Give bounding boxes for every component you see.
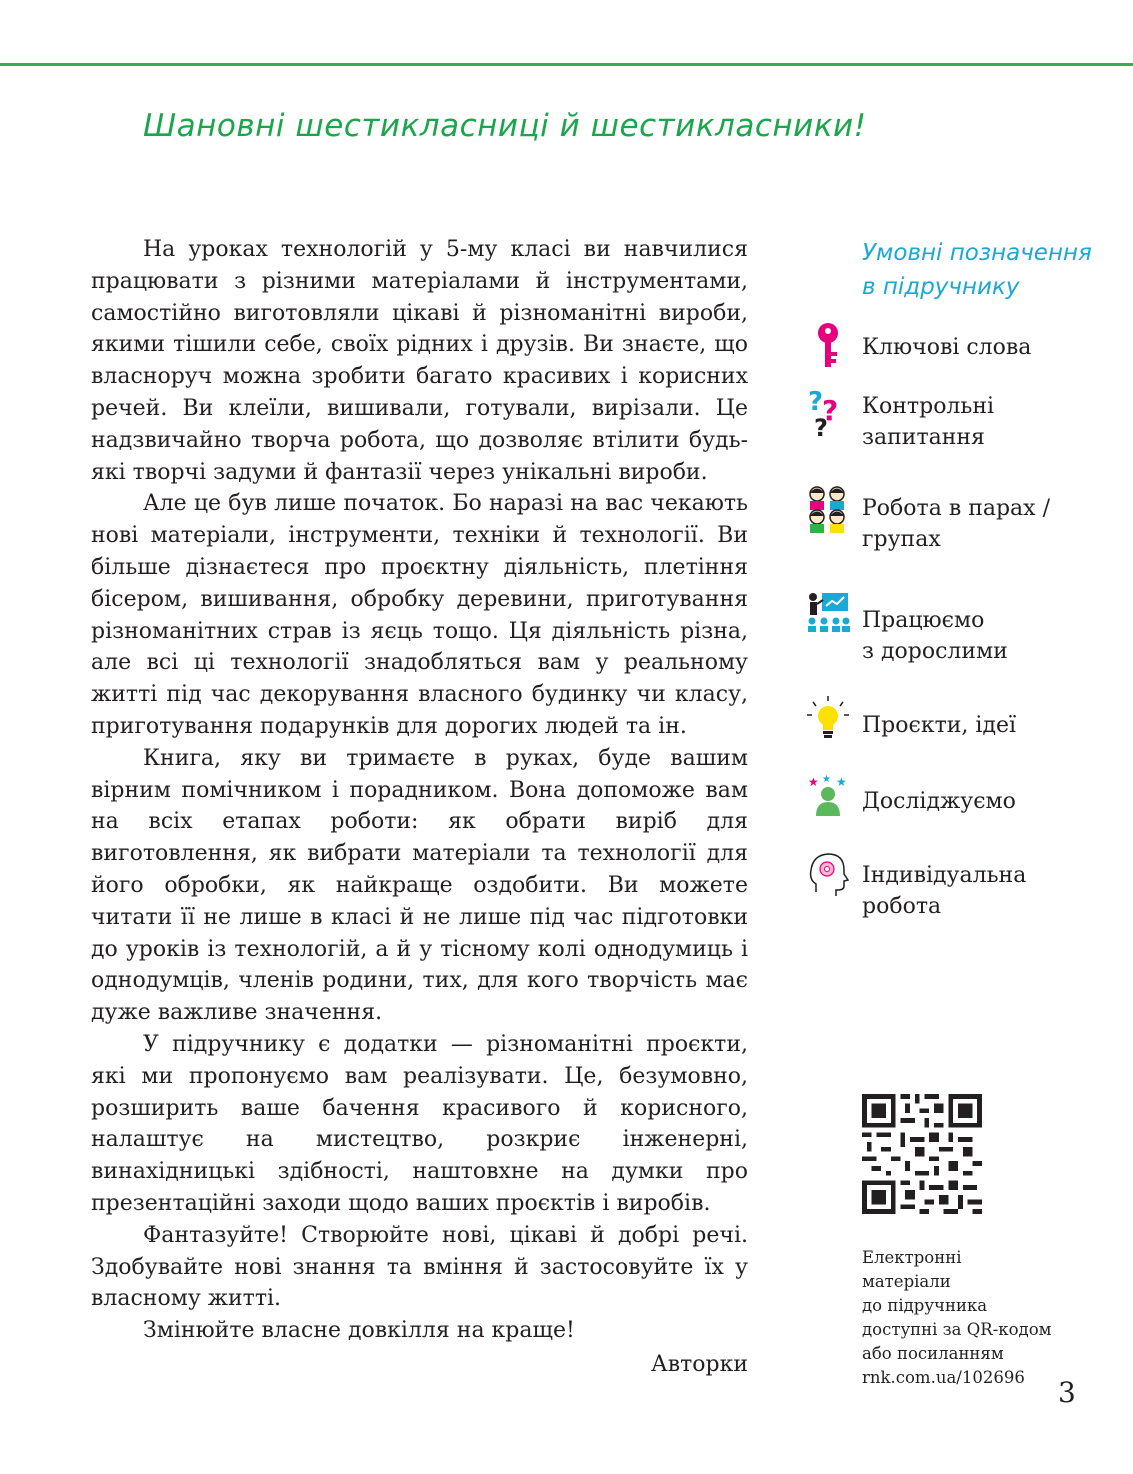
legend-label-questions-1: Контрольні — [862, 394, 995, 419]
group-work-icon — [806, 484, 850, 534]
svg-text:★: ★ — [822, 774, 831, 785]
qr-caption-line4: доступні за QR-кодом — [862, 1320, 1052, 1339]
qr-caption-line1: Електронні — [862, 1248, 962, 1267]
adults-presentation-icon — [806, 591, 850, 641]
legend-label-adults-2: з дорослими — [862, 639, 1008, 664]
paragraph-4: У підручнику є додатки — різноманітні проєкти, які ми пропонуємо вам реалізувати. Це, безумовно, розширить ваше бачення красивого й корисного, налаштує на мистецтво, розкриє інженерні, винахідницькі здібності, наштовхне на думки про презентаційні заходи щодо ваших проєктів і виробів. — [91, 1031, 748, 1216]
qr-code[interactable] — [862, 1094, 982, 1214]
qr-caption-line3: до підручника — [862, 1296, 988, 1315]
intro-text — [91, 234, 748, 1381]
paragraph-6: Змінюйте власне довкілля на краще! — [143, 1318, 575, 1344]
legend-label-adults-1: Працюємо — [862, 608, 985, 633]
question-marks-icon — [806, 386, 850, 436]
signature: Авторки — [651, 1351, 748, 1377]
lightbulb-icon — [806, 696, 850, 746]
legend-label-keywords: Ключові слова — [862, 335, 1032, 360]
legend-label-group-work-1: Робота в парах / — [862, 496, 1050, 521]
svg-text:?: ? — [808, 387, 824, 417]
researcher-icon — [806, 774, 850, 824]
qr-caption-line5: або посиланням — [862, 1344, 1004, 1363]
paragraph-1: На уроках технологій у 5-му класі ви навчилися працювати з різними матеріалами й інструментами, самостійно виготовляли цікаві й різноманітні вироби, якими тішили себе, своїх рідних і друзів. Ви знаєте, що власноруч можна зробити багато красивих і корисних речей. Ви клеїли, вишивали, готували, вирізали. Це надзвичайно творча робота, що дозволяє втілити будь-які творчі задуми й фантазії через унікальні вироби. — [91, 237, 748, 485]
legend-label-questions-2: запитання — [862, 425, 985, 450]
legend-title-line1: Умовні позначення — [862, 240, 1092, 266]
legend-label-research: Досліджуємо — [862, 789, 1016, 814]
paragraph-3: Книга, яку ви тримаєте в руках, буде вашим вірним помічником і порадником. Вона допоможе вам на всіх етапах роботи: як обрати виріб для виготовлення, як вибрати матеріали та технології для його обробки, як найкраще оздобити. Ви можете читати її не лише в класі й не лише під час підготовки до уроків із технологій, а й у тісному колі однодумиць і однодумців, членів родини, тих, для кого творчість має дуже важливе значення. — [91, 745, 748, 1026]
qr-caption-link[interactable]: rnk.com.ua/102696 — [862, 1368, 1025, 1387]
legend-label-group-work-2: групах — [862, 527, 941, 552]
legend-label-projects: Проєкти, ідеї — [862, 713, 1017, 738]
svg-text:?: ? — [822, 394, 839, 427]
legend-label-individual-2: робота — [862, 894, 942, 919]
top-rule — [0, 63, 1133, 66]
key-icon — [806, 322, 850, 372]
svg-text:★: ★ — [836, 775, 847, 789]
page-number: 3 — [1058, 1376, 1076, 1409]
head-mind-icon — [806, 850, 850, 900]
legend — [806, 236, 1106, 919]
greeting-title: Шановні шестикласниці й шестикласники! — [143, 108, 867, 144]
paragraph-2: Але це був лише початок. Бо наразі на вас чекають нові матеріали, інструменти, техніки й технології. Ви більше дізнаєтеся про проєктну діяльність, плетіння бісером, вишивання, обробку деревини, приготування різноманітних страв із яєць тощо. Ця діяльність різна, але всі ці технології знадобляться вам у реальному житті під час декорування власного будинку чи класу, приготування подарунків для дорогих людей та ін. — [91, 491, 748, 739]
legend-title — [862, 236, 1106, 304]
svg-text:?: ? — [814, 414, 828, 436]
qr-caption-line2: матеріали — [862, 1272, 951, 1291]
svg-text:★: ★ — [808, 775, 819, 789]
paragraph-5: Фантазуйте! Створюйте нові, цікаві й добрі речі. Здобувайте нові знання та вміння й застосовуйте їх у власному житті. — [91, 1222, 748, 1312]
legend-title-line2: в підручнику — [862, 274, 1020, 300]
legend-label-individual-1: Індивідуальна — [862, 863, 1027, 888]
qr-caption — [862, 1246, 1112, 1390]
